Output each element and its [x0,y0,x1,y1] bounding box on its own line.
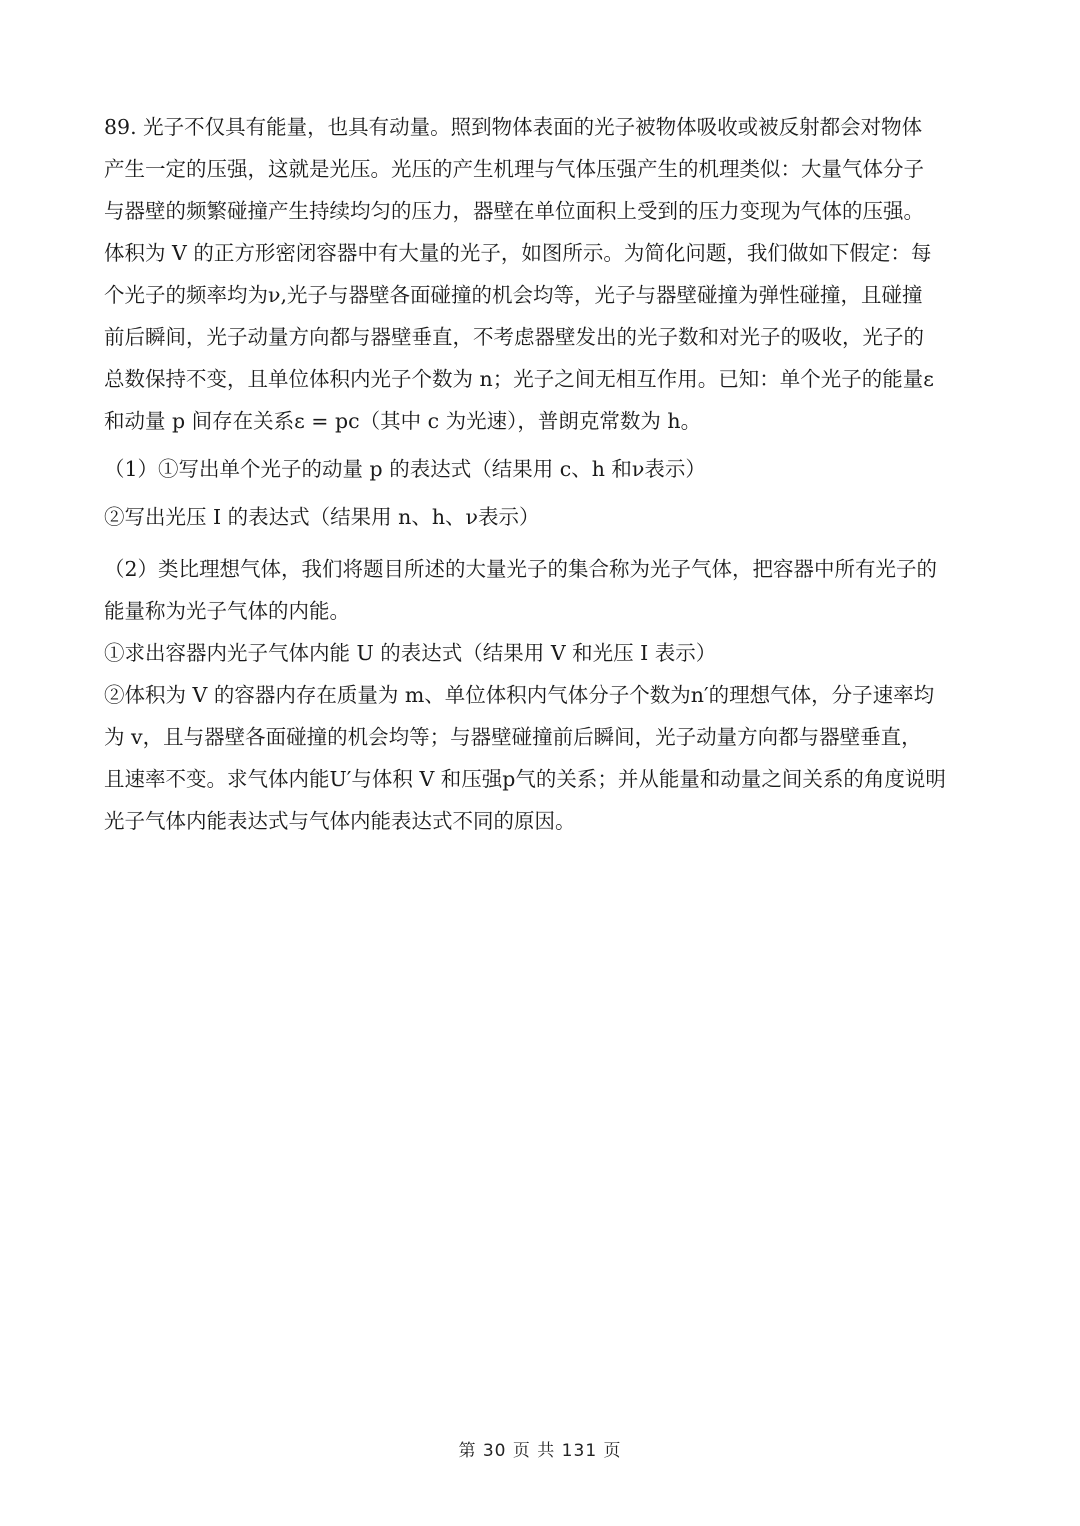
problem-text-line: 个光子的频率均为ν,光子与器壁各面碰撞的机会均等，光子与器壁碰撞为弹性碰撞，且碰撞 [104,283,923,307]
question-1-part-1: （1）①写出单个光子的动量 p 的表达式（结果用 c、h 和ν表示） [104,457,706,481]
problem-text-line: 体积为 V 的正方形密闭容器中有大量的光子，如图所示。为简化问题，我们做如下假定：每 [104,241,932,265]
problem-text-line: 与器壁的频繁碰撞产生持续均匀的压力，器壁在单位面积上受到的压力变现为气体的压强。 [104,199,924,223]
question-2-line: 光子气体内能表达式与气体内能表达式不同的原因。 [104,809,576,833]
problem-text-line: 89. 光子不仅具有能量，也具有动量。照到物体表面的光子被物体吸收或被反射都会对物体 [104,115,923,139]
question-1-part-2: ②写出光压 I 的表达式（结果用 n、h、ν表示） [104,505,540,529]
problem-text-line: 总数保持不变，且单位体积内光子个数为 n；光子之间无相互作用。已知：单个光子的能量ε [104,367,934,391]
problem-text-line: 产生一定的压强，这就是光压。光压的产生机理与气体压强产生的机理类似：大量气体分子 [104,157,924,181]
question-2-line: 能量称为光子气体的内能。 [104,599,350,623]
question-2-line: 为 v，且与器壁各面碰撞的机会均等；与器壁碰撞前后瞬间，光子动量方向都与器壁垂直， [104,725,922,749]
problem-text-line: 前后瞬间，光子动量方向都与器壁垂直，不考虑器壁发出的光子数和对光子的吸收，光子的 [104,325,924,349]
question-2-line: ①求出容器内光子气体内能 U 的表达式（结果用 V 和光压 I 表示） [104,641,717,665]
question-2-line: ②体积为 V 的容器内存在质量为 m、单位体积内气体分子个数为n′的理想气体，分子速率均 [104,683,935,707]
problem-89 [104,106,984,842]
page-number: 第 30 页 共 131 页 [458,1441,622,1461]
problem-text-line: 和动量 p 间存在关系ε = pc（其中 c 为光速），普朗克常数为 h。 [104,409,702,433]
question-2-line: 且速率不变。求气体内能U′与体积 V 和压强p气的关系；并从能量和动量之间关系的角度说明 [104,767,946,791]
question-2-line: （2）类比理想气体，我们将题目所述的大量光子的集合称为光子气体，把容器中所有光子的 [104,557,938,581]
